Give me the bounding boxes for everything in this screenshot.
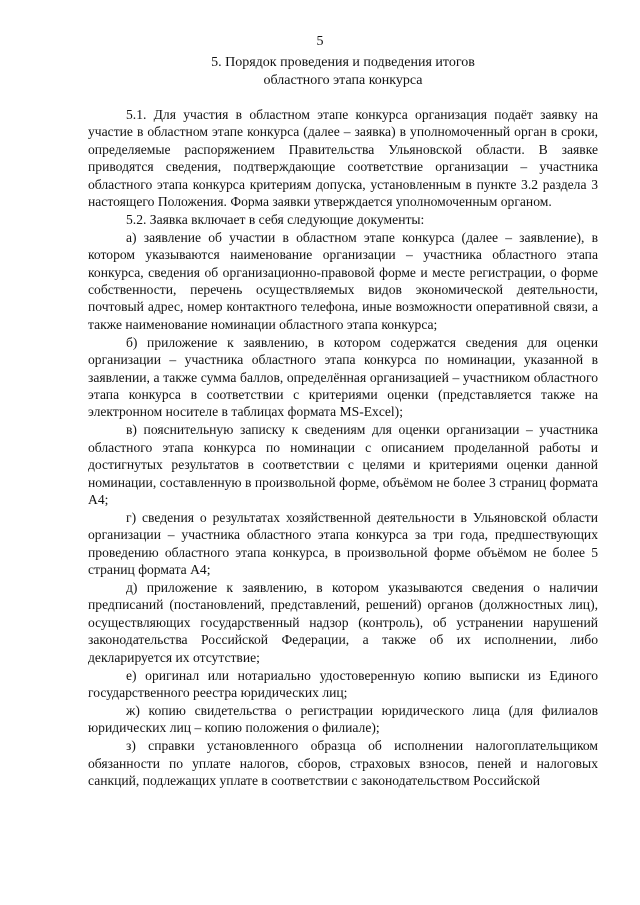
list-item-v: в) пояснительную записку к сведениям для оценки организации – участника областного этапа конкурса по номинации с описанием проделанной работы и достигнутых результатов в соответствии с целями и критериями оценки данной номинации, составленную в произвольной форме, объёмом не более 3 страниц формата А4;: [88, 422, 598, 507]
section-heading-line-2: областного этапа конкурса: [263, 72, 423, 88]
list-item-b: б) приложение к заявлению, в котором содержатся сведения для оценки организации – участника областного этапа конкурса по номинации, указанной в заявлении, а также сумма баллов, определённая организацией – участником областного этапа конкурса в соответствии с критериями оценки (представляется также на электронном носителе в таблицах формата MS-Excel);: [88, 334, 598, 420]
page-number: 5: [316, 34, 324, 49]
list-item-d: д) приложение к заявлению, в котором указываются сведения о наличии предписаний (постановлений, представлений, решений) органов (должностных лиц), осуществляющих государственный надзор (контроль), об устранении нарушений законодательства Российской Федерации, а также об их исполнении, либо декларируется их отсутствие;: [88, 579, 598, 665]
paragraph-5-2: 5.2. Заявка включает в себя следующие документы:: [126, 211, 425, 227]
list-item-e: е) оригинал или нотариально удостоверенную копию выписки из Единого государственного реестра юридических лиц;: [88, 667, 598, 700]
list-item-g: г) сведения о результатах хозяйственной деятельности в Ульяновской области организации – участника областного этапа конкурса за три года, предшествующих проведению областного этапа конкурса, в произвольной форме объёмом не более 5 страниц формата А4;: [88, 509, 598, 578]
list-item-z: з) справки установленного образца об исполнении налогоплательщиком обязанности по уплате налогов, сборов, страховых взносов, пеней и налоговых санкций, подлежащих уплате в соответствии с законодательством Российской: [88, 738, 598, 788]
paragraph-5-1: 5.1. Для участия в областном этапе конкурса организация подаёт заявку на участие в областном этапе конкурса (далее – заявка) в уполномоченный орган в сроки, определяемые распоряжением Правительства Ульяновской области. В заявке приводятся сведения, подтверждающие соответствие организации – участника областного этапа конкурса критериям допуска, установленным в пункте 3.2 раздела 3 настоящего Положения. Форма заявки утверждается уполномоченным органом.: [88, 107, 598, 210]
section-heading-line-1: 5. Порядок проведения и подведения итогов: [211, 55, 475, 70]
section-heading: [88, 54, 598, 89]
document-body: [88, 106, 598, 790]
list-item-a: а) заявление об участии в областном этапе конкурса (далее – заявление), в котором указываются наименование организации – участника областного этапа конкурса, сведения об организационно-правовой форме и месте регистрации, о форме собственности, перечень осуществляемых видов экономической деятельности, почтовый адрес, номер контактного телефона, иные возможности оперативной связи, а также наименование номинации областного этапа конкурса;: [88, 229, 598, 332]
list-item-zh: ж) копию свидетельства о регистрации юридического лица (для филиалов юридических лиц – копию положения о филиале);: [88, 702, 598, 736]
